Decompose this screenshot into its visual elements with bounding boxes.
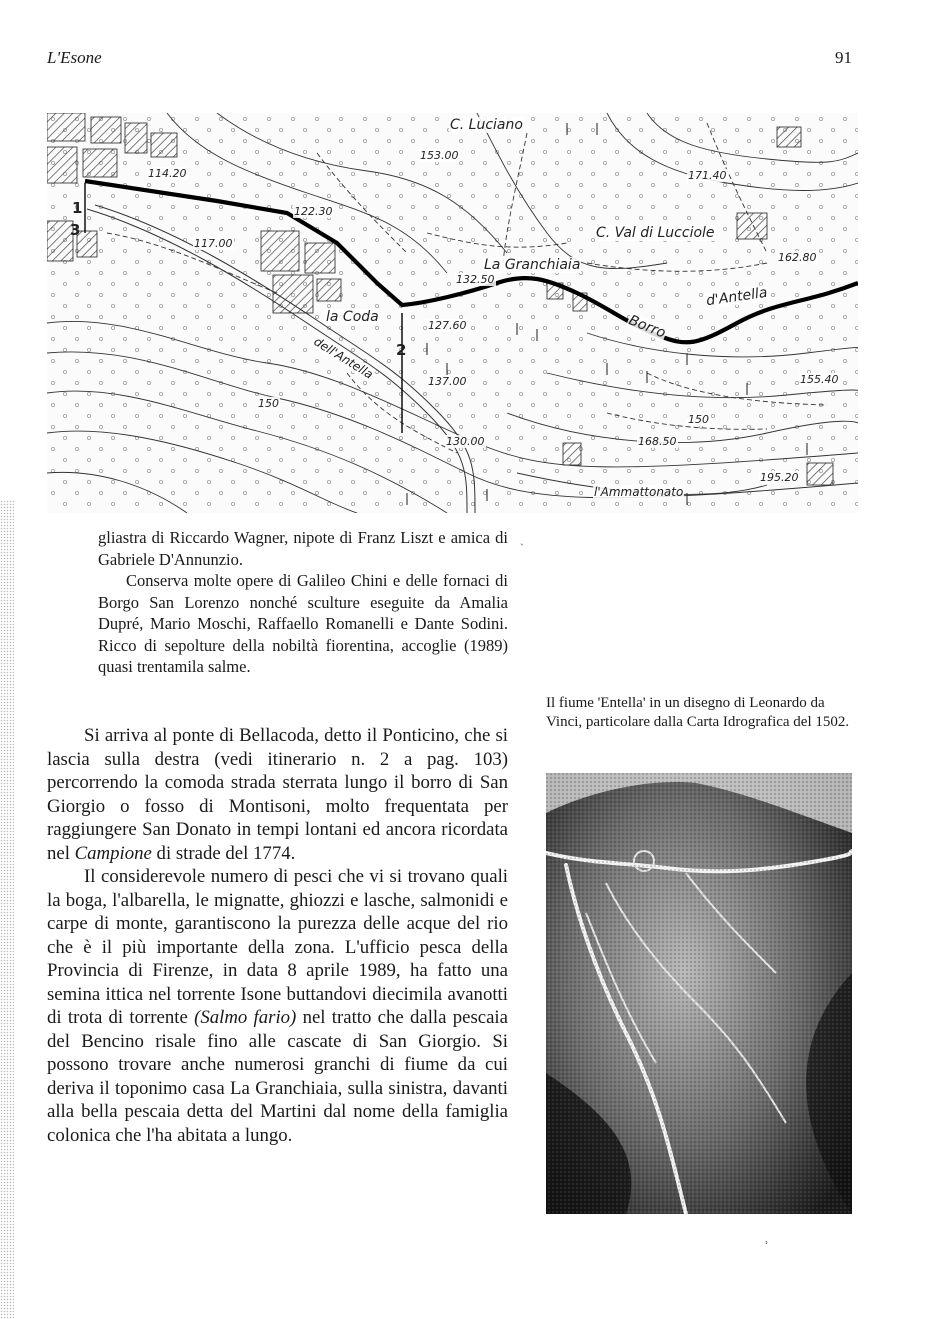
map-label-dell-antella: dell'Antella — [311, 334, 376, 382]
map-label-la-coda: la Coda — [326, 309, 379, 325]
route-marker-1: 1 — [72, 199, 83, 217]
main-text — [47, 724, 508, 1147]
intro-text — [98, 527, 508, 678]
main-paragraph-2: Il considerevole numero di pesci che vi si trovano quali la boga, l'albarella, le mignatte, ghiozzi e lasche, salmonidi e carpe di monte, garantiscono la purezza delle acque del rio che è il più importante della zona. L'ufficio pesca della Provincia di Firenze, in data 8 aprile 1989, ha fatto una semina ittica nel torrente Isone buttandovi diecimila avanotti di trota di torrente (Salmo fario) nel tratto che dalla pescaia del Bencino risale fino alle cascate di San Giorgio. Si possono trovare anche numerosi granchi di fiume da cui deriva il toponimo casa La Granchiaia, sulla sinistra, davanti alla bella pescaia detta del Martini dal nome della famiglia colonica che l'ha abitata a lungo. — [47, 866, 508, 1146]
elevation-label: 153.00 — [420, 149, 459, 162]
elevation-label: 114.20 — [148, 167, 187, 180]
map-label-ammattonato: l'Ammattonato — [594, 485, 684, 499]
elevation-label: 168.50 — [638, 435, 677, 448]
elevation-label: 171.40 — [688, 169, 727, 182]
stray-mark: ˒ — [765, 1236, 769, 1250]
elevation-label: 195.20 — [760, 471, 799, 484]
elevation-label: 130.00 — [446, 435, 485, 448]
leonardo-drawing-image — [546, 773, 852, 1214]
elevation-label: 137.00 — [428, 375, 467, 388]
map-label-la-granchiaia: La Granchiaia — [484, 257, 581, 273]
elevation-label: 150 — [688, 413, 709, 426]
route-marker-3: 3 — [70, 221, 81, 239]
leonardo-drawing — [546, 773, 852, 1214]
topographic-map — [47, 113, 858, 513]
map-label-val-di-lucciole: C. Val di Lucciole — [596, 225, 715, 241]
elevation-label: 132.50 — [456, 273, 495, 286]
elevation-label: 122.30 — [294, 205, 333, 218]
map-label-luciano: C. Luciano — [450, 117, 523, 133]
main-paragraph-1: Si arriva al ponte di Bellacoda, detto il Ponticino, che si lascia sulla destra (vedi itinerario n. 2 a pag. 103) percorrendo la comoda strada sterrata lungo il borro di San Giorgio o fosso di Montisoni, molto frequentata per raggiungere San Donato in tempi lontani ed ancora ricordata nel Campione di strade del 1774. — [47, 725, 508, 864]
running-head: L'Esone — [47, 48, 102, 67]
map-label-d-antella: d'Antella — [705, 284, 769, 310]
elevation-label: 155.40 — [800, 373, 839, 386]
elevation-label: 117.00 — [194, 237, 233, 250]
elevation-label: 127.60 — [428, 319, 467, 332]
page-edge-texture — [0, 500, 14, 1319]
elevation-label: 150 — [258, 397, 279, 410]
intro-paragraph-2: Conserva molte opere di Galileo Chini e delle fornaci di Borgo San Lorenzo nonché sculture eseguite da Amalia Dupré, Mario Moschi, Raffaello Romanelli e Dante Sodini. Ricco di sepolture della nobiltà fiorentina, accoglie (1989) quasi trentamila salme. — [98, 571, 508, 676]
intro-paragraph-1: gliastra di Riccardo Wagner, nipote di Franz Liszt e amica di Gabriele D'Annunzio. — [98, 528, 508, 569]
page-number: 91 — [835, 48, 852, 67]
map-label-borro: Borro — [626, 312, 668, 342]
figure-caption: Il fiume 'Entella' in un disegno di Leonardo da Vinci, particolare dalla Carta Idrografica del 1502. — [546, 695, 850, 730]
route-marker-2: 2 — [396, 341, 407, 359]
elevation-label: 162.80 — [778, 251, 817, 264]
stray-mark: ˎ — [520, 532, 524, 546]
